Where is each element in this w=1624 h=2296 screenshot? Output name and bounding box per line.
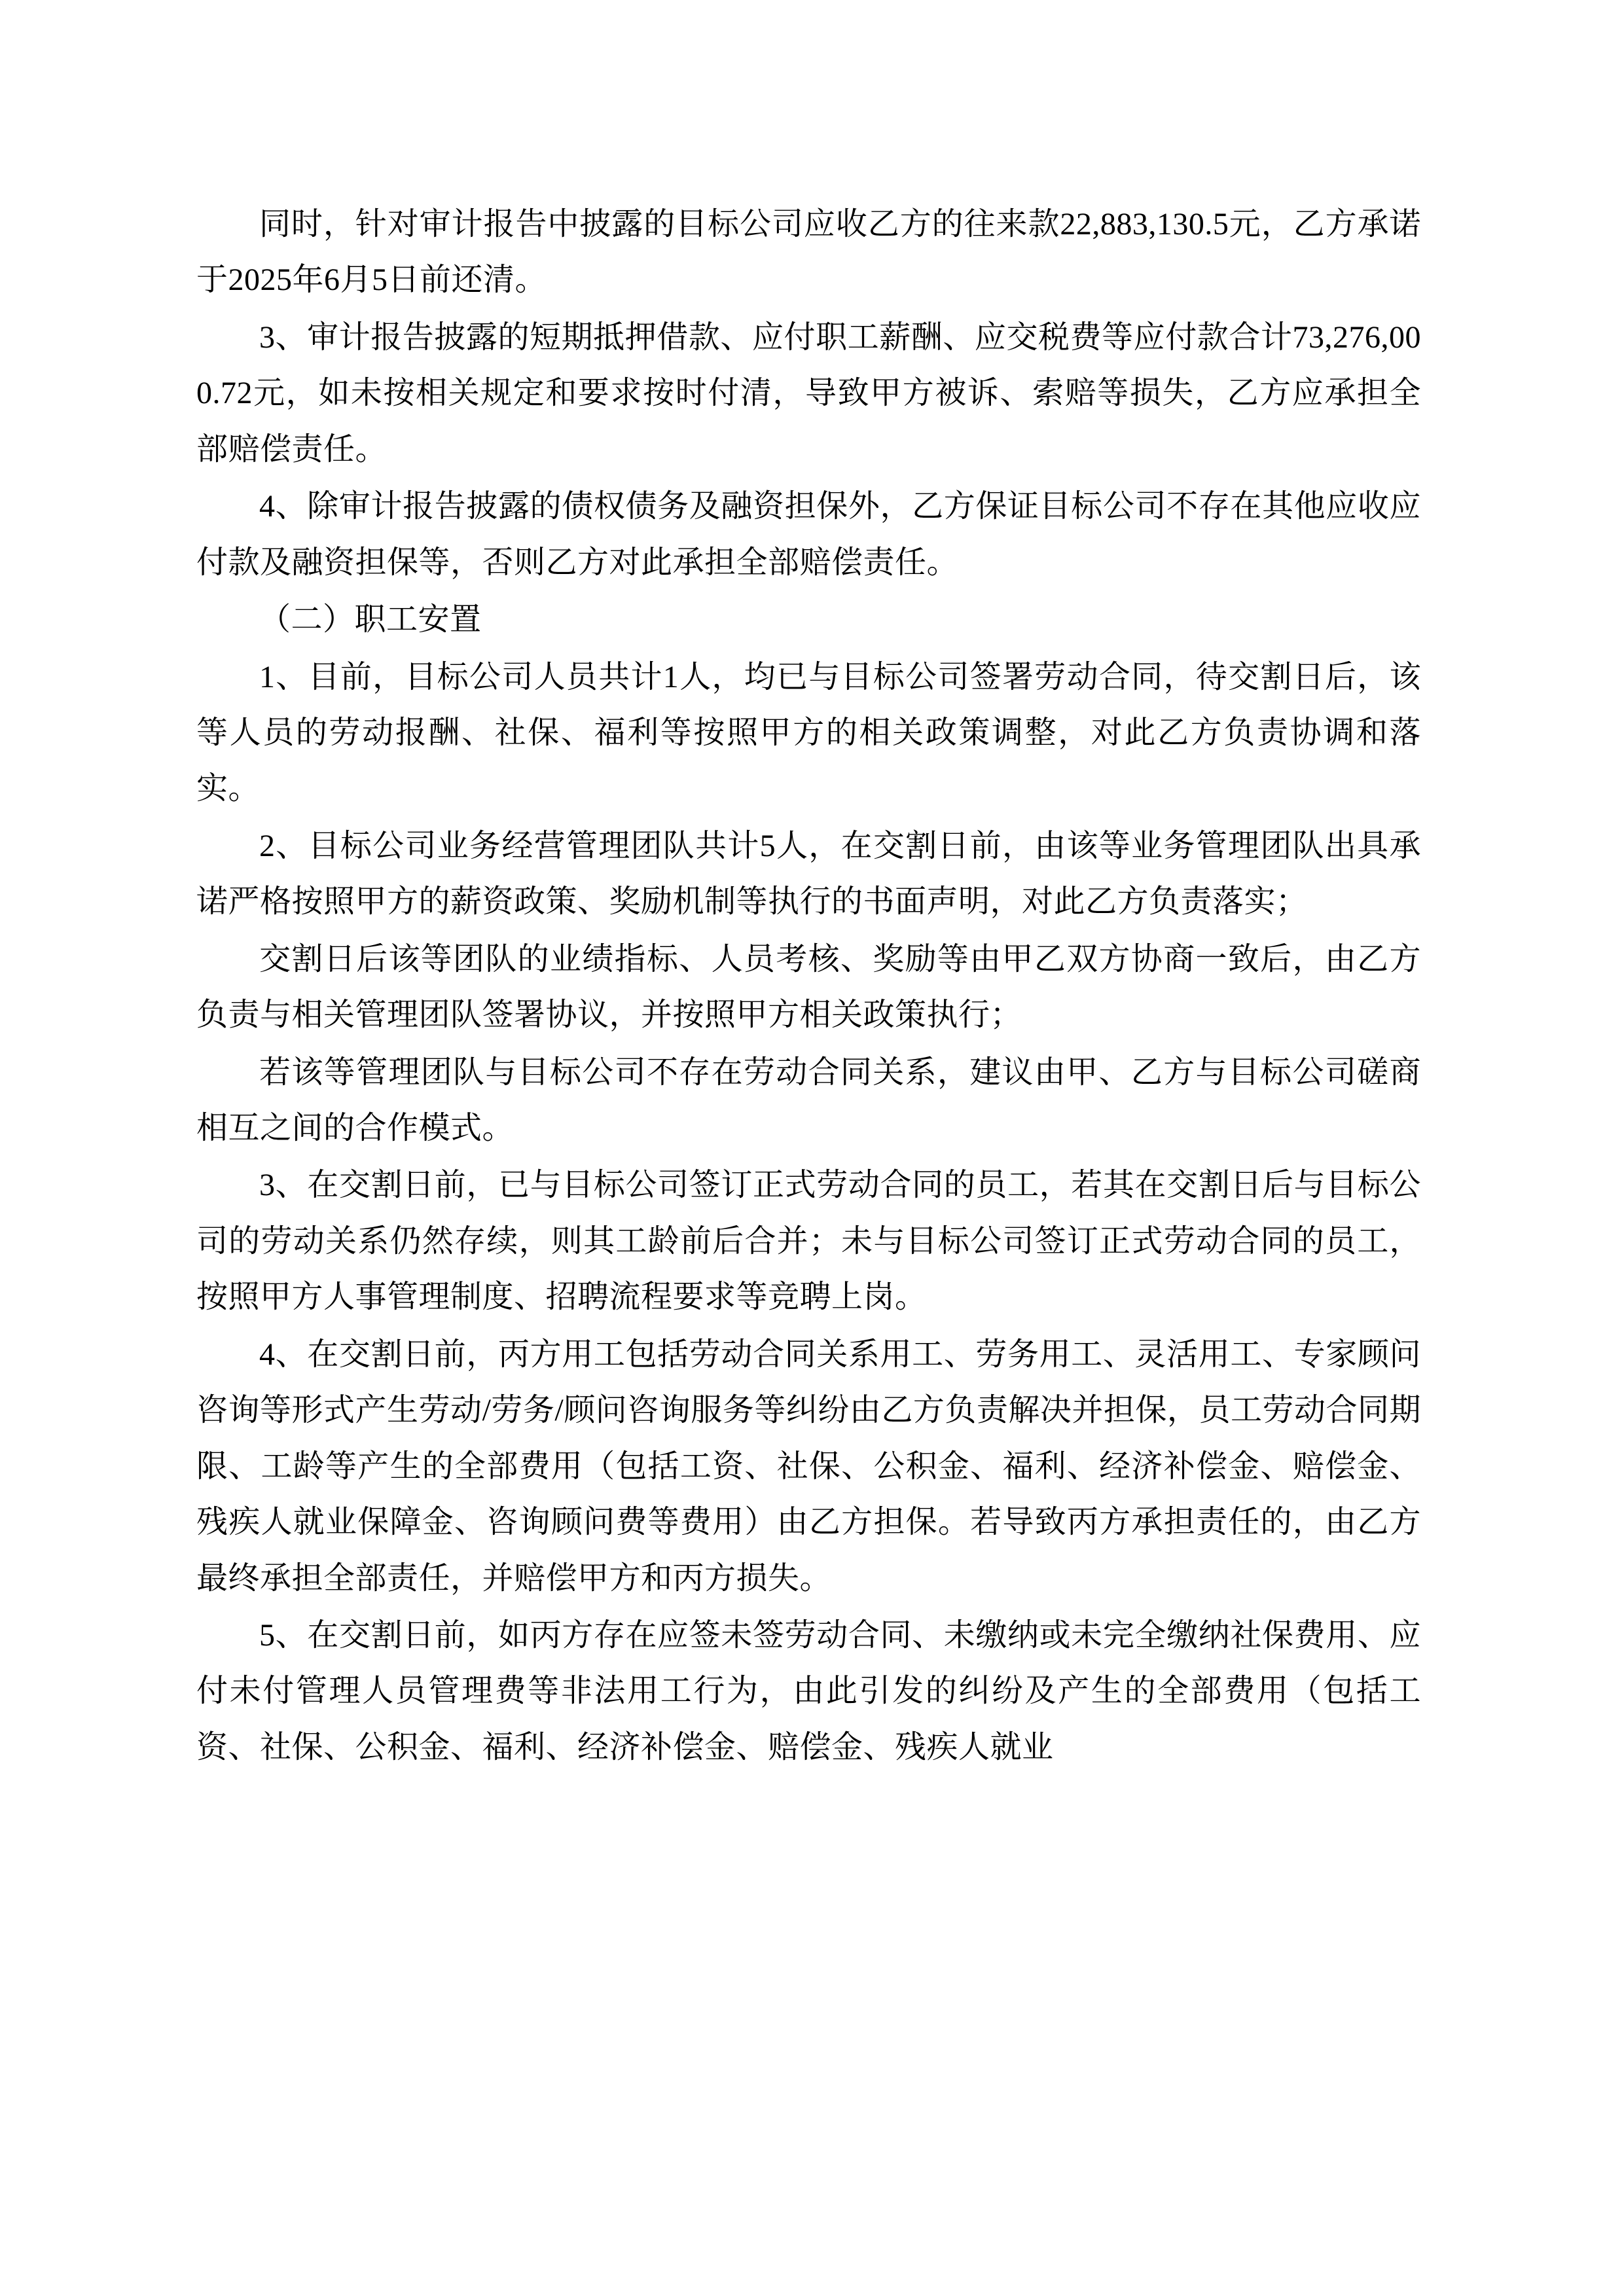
document-body (196, 196, 1421, 1775)
paragraph: 3、审计报告披露的短期抵押借款、应付职工薪酬、应交税费等应付款合计73,276,000.72元，如未按相关规定和要求按时付清，导致甲方被诉、索赔等损失，乙方应承担全部赔偿责任。 (196, 319, 1421, 467)
paragraph: 5、在交割日前，如丙方存在应签未签劳动合同、未缴纳或未完全缴纳社保费用、应付未付管理人员管理费等非法用工行为，由此引发的纠纷及产生的全部费用（包括工资、社保、公积金、福利、经济补偿金、赔偿金、残疾人就业 (196, 1617, 1421, 1765)
paragraph: 若该等管理团队与目标公司不存在劳动合同关系，建议由甲、乙方与目标公司磋商相互之间的合作模式。 (196, 1054, 1421, 1145)
section-heading: （二）职工安置 (259, 602, 482, 637)
paragraph: 1、目前，目标公司人员共计1人，均已与目标公司签署劳动合同，待交割日后，该等人员的劳动报酬、社保、福利等按照甲方的相关政策调整，对此乙方负责协调和落实。 (196, 659, 1421, 806)
paragraph: 交割日后该等团队的业绩指标、人员考核、奖励等由甲乙双方协商一致后，由乙方负责与相关管理团队签署协议，并按照甲方相关政策执行； (196, 941, 1421, 1033)
paragraph: 2、目标公司业务经营管理团队共计5人，在交割日前，由该等业务管理团队出具承诺严格按照甲方的薪资政策、奖励机制等执行的书面声明，对此乙方负责落实； (196, 828, 1421, 920)
paragraph: 同时，针对审计报告中披露的目标公司应收乙方的往来款22,883,130.5元，乙方承诺于2025年6月5日前还清。 (196, 207, 1421, 298)
paragraph: 4、在交割日前，丙方用工包括劳动合同关系用工、劳务用工、灵活用工、专家顾问咨询等形式产生劳动/劳务/顾问咨询服务等纠纷由乙方负责解决并担保，员工劳动合同期限、工龄等产生的全部费用（包括工资、社保、公积金、福利、经济补偿金、赔偿金、残疾人就业保障金、咨询顾问费等费用）由乙方担保。若导致丙方承担责任的，由乙方最终承担全部责任，并赔偿甲方和丙方损失。 (196, 1336, 1421, 1596)
paragraph: 3、在交割日前，已与目标公司签订正式劳动合同的员工，若其在交割日后与目标公司的劳动关系仍然存续，则其工龄前后合并；未与目标公司签订正式劳动合同的员工，按照甲方人事管理制度、招聘流程要求等竞聘上岗。 (196, 1168, 1421, 1315)
paragraph: 4、除审计报告披露的债权债务及融资担保外，乙方保证目标公司不存在其他应收应付款及融资担保等，否则乙方对此承担全部赔偿责任。 (196, 489, 1421, 580)
